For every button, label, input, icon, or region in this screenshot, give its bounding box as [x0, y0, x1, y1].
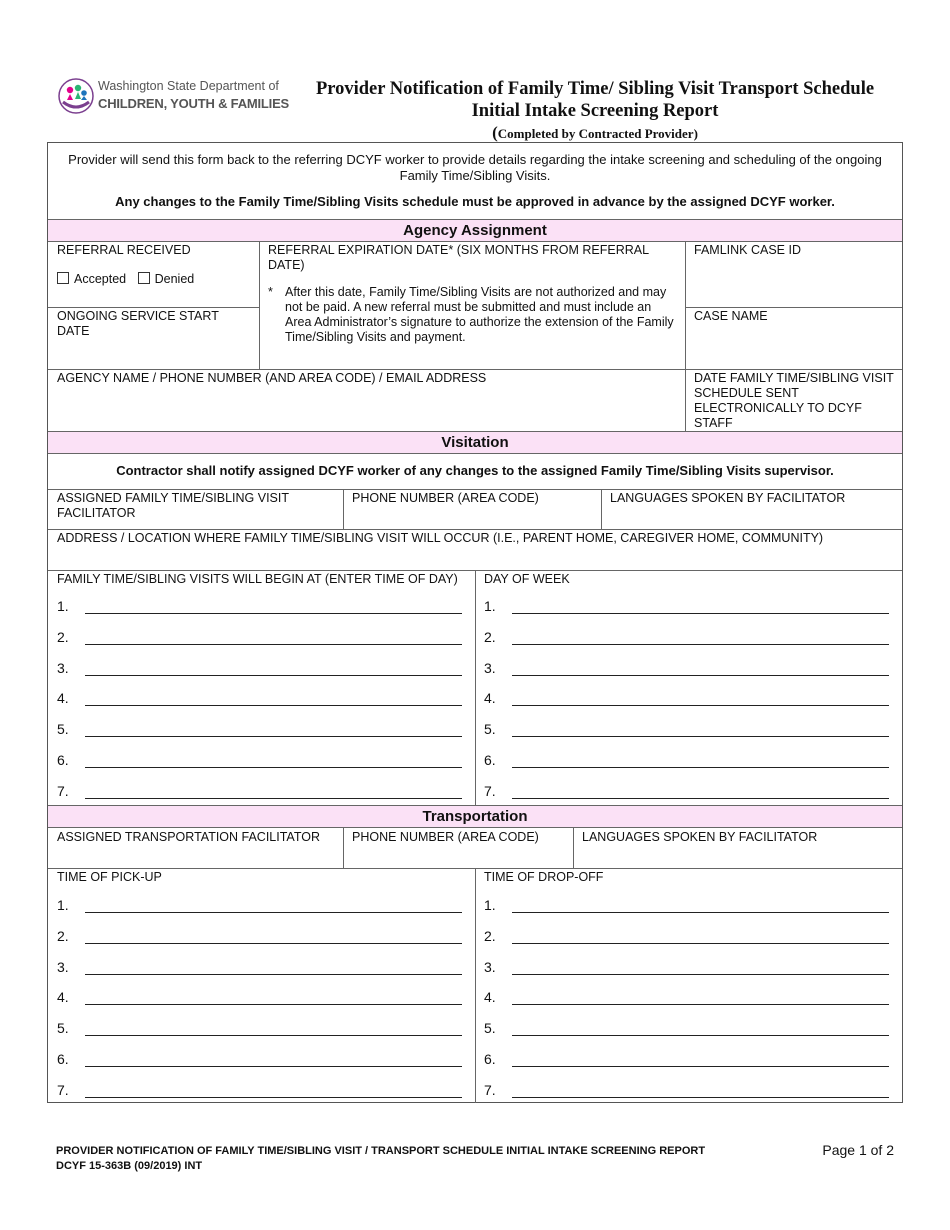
- note-star: *: [268, 285, 273, 299]
- visit-time-row-number: 7.: [57, 782, 69, 799]
- agency-heading: Agency Assignment: [48, 220, 902, 241]
- visit-day-row-number: 5.: [484, 721, 496, 738]
- transport-dropoff-row-number: 7.: [484, 1081, 496, 1098]
- transport-dropoff-row-number: 3.: [484, 958, 496, 975]
- visit-day-entry-line[interactable]: [512, 705, 889, 706]
- visit-time-entry-line[interactable]: [85, 767, 462, 768]
- visit-day-row-number: 6.: [484, 752, 496, 768]
- transport-pickup-entry-line[interactable]: [85, 1004, 462, 1005]
- visitation-heading: Visitation: [48, 432, 902, 453]
- visit-time-entry-line[interactable]: [85, 736, 462, 737]
- title-line3-text: Completed by Contracted Provider): [497, 126, 698, 141]
- transport-dropoff-row-number: 4.: [484, 989, 496, 1006]
- transport-pickup-row-number: 3.: [57, 958, 69, 975]
- visit-day-entry-line[interactable]: [512, 767, 889, 768]
- title-line1: Provider Notification of Family Time/ Sibling Visit Transport Schedule: [315, 79, 875, 99]
- transport-pickup-entry-line[interactable]: [85, 912, 462, 913]
- visit-day-entry-line[interactable]: [512, 644, 889, 645]
- referral-status: [57, 272, 194, 287]
- referral-received-label: REFERRAL RECEIVED: [57, 243, 191, 257]
- expiration-label: REFERRAL EXPIRATION DATE* (SIX MONTHS FROM REFERRAL DATE): [268, 243, 649, 272]
- transport-dropoff-entry-line[interactable]: [512, 1035, 889, 1036]
- transport-facilitator-label: ASSIGNED TRANSPORTATION FACILITATOR: [57, 830, 321, 844]
- title-line3: [290, 123, 900, 144]
- transport-pickup-row-number: 6.: [57, 1051, 69, 1067]
- intro-bold: Any changes to the Family Time/Sibling Visits schedule must be approved in advance by the assigned DCYF worker.: [115, 194, 835, 209]
- logo-line1: Washington State Department of: [98, 79, 279, 93]
- visit-languages-label: LANGUAGES SPOKEN BY FACILITATOR: [610, 491, 846, 505]
- date-sent-label: DATE FAMILY TIME/SIBLING VISIT SCHEDULE SENT ELECTRONICALLY TO DCYF STAFF: [694, 371, 894, 430]
- visit-time-row-number: 4.: [57, 690, 69, 707]
- visit-time-entry-line[interactable]: [85, 613, 462, 614]
- visit-time-entry-line[interactable]: [85, 644, 462, 645]
- transport-languages-label: LANGUAGES SPOKEN BY FACILITATOR: [582, 830, 818, 844]
- transportation-heading: Transportation: [48, 806, 902, 827]
- visit-time-row-number: 3.: [57, 659, 69, 676]
- title-line2: Initial Intake Screening Report: [471, 101, 719, 121]
- visit-time-entry-line[interactable]: [85, 798, 462, 799]
- visitation-notice: Contractor shall notify assigned DCYF worker of any changes to the assigned Family Time/Sibling Visits supervisor.: [116, 463, 834, 478]
- visit-time-row-number: 6.: [57, 752, 69, 768]
- visit-facilitator-label: ASSIGNED FAMILY TIME/SIBLING VISIT FACILITATOR: [57, 491, 289, 520]
- transport-pickup-row-number: 1.: [57, 897, 69, 913]
- transport-pickup-entry-line[interactable]: [85, 1066, 462, 1067]
- transport-dropoff-entry-line[interactable]: [512, 912, 889, 913]
- transport-pickup-entry-line[interactable]: [85, 1097, 462, 1098]
- visit-day-entry-line[interactable]: [512, 613, 889, 614]
- form-table: [47, 142, 903, 1103]
- transport-dropoff-row-number: 1.: [484, 897, 496, 913]
- logo-line2: CHILDREN, YOUTH & FAMILIES: [98, 96, 290, 111]
- agency-name-label: AGENCY NAME / PHONE NUMBER (AND AREA CODE) / EMAIL ADDRESS: [57, 371, 487, 385]
- visit-address-label: ADDRESS / LOCATION WHERE FAMILY TIME/SIBLING VISIT WILL OCCUR (I.E., PARENT HOME, CAREGIVER HOME, COMMUNITY): [57, 531, 824, 545]
- transport-pickup-entry-line[interactable]: [85, 974, 462, 975]
- transport-dropoff-entry-line[interactable]: [512, 943, 889, 944]
- visit-day-entry-line[interactable]: [512, 798, 889, 799]
- denied-checkbox[interactable]: [138, 272, 150, 284]
- transport-pickup-row-number: 5.: [57, 1020, 69, 1037]
- visit-day-row-number: 4.: [484, 690, 496, 707]
- note-text: After this date, Family Time/Sibling Visits are not authorized and may not be paid. A new referral must be submitted and must include an Area Administrator’s signature to authorize the extension of the Family Time/Sibling Visits and payment.: [285, 285, 674, 344]
- case-name-label: CASE NAME: [694, 309, 768, 323]
- page-title: [290, 78, 900, 144]
- footer-title: PROVIDER NOTIFICATION OF FAMILY TIME/SIBLING VISIT / TRANSPORT SCHEDULE INITIAL INTAKE SCREENING REPORT: [56, 1145, 706, 1157]
- visit-day-entry-line[interactable]: [512, 675, 889, 676]
- visit-day-row-number: 7.: [484, 782, 496, 799]
- denied-label: Denied: [154, 272, 195, 286]
- agency-logo: [58, 76, 290, 118]
- ongoing-start-label: ONGOING SERVICE START DATE: [57, 309, 219, 338]
- visit-time-entry-line[interactable]: [85, 705, 462, 706]
- visit-time-row-number: 2.: [57, 628, 69, 645]
- accepted-label: Accepted: [74, 272, 127, 286]
- transport-dropoff-entry-line[interactable]: [512, 1097, 889, 1098]
- visit-day-row-number: 1.: [484, 598, 496, 614]
- transport-pickup-entry-line[interactable]: [85, 943, 462, 944]
- transport-dropoff-entry-line[interactable]: [512, 974, 889, 975]
- accepted-checkbox[interactable]: [57, 272, 69, 284]
- transport-dropoff-entry-line[interactable]: [512, 1004, 889, 1005]
- transport-dropoff-row-number: 5.: [484, 1020, 496, 1037]
- transport-dropoff-entry-line[interactable]: [512, 1066, 889, 1067]
- dropoff-label: TIME OF DROP-OFF: [484, 870, 604, 884]
- transport-pickup-row-number: 4.: [57, 989, 69, 1006]
- expiration-note: [268, 285, 680, 345]
- footer-code: DCYF 15-363B (09/2019) INT: [56, 1160, 203, 1172]
- transport-pickup-row-number: 7.: [57, 1081, 69, 1098]
- visit-day-row-number: 3.: [484, 659, 496, 676]
- visit-time-entry-line[interactable]: [85, 675, 462, 676]
- day-of-week-label: DAY OF WEEK: [484, 572, 570, 586]
- visit-day-row-number: 2.: [484, 628, 496, 645]
- visit-day-entry-line[interactable]: [512, 736, 889, 737]
- pickup-label: TIME OF PICK-UP: [57, 870, 162, 884]
- transport-dropoff-row-number: 2.: [484, 927, 496, 944]
- visit-time-row-number: 1.: [57, 598, 69, 614]
- transport-pickup-row-number: 2.: [57, 927, 69, 944]
- page-number: Page 1 of 2: [822, 1142, 894, 1158]
- begin-time-label: FAMILY TIME/SIBLING VISITS WILL BEGIN AT (ENTER TIME OF DAY): [57, 572, 458, 586]
- transport-pickup-entry-line[interactable]: [85, 1035, 462, 1036]
- title-open-paren: (: [492, 123, 498, 142]
- transport-dropoff-row-number: 6.: [484, 1051, 496, 1067]
- dcyf-logo-icon: [58, 78, 94, 114]
- famlink-label: FAMLINK CASE ID: [694, 243, 801, 257]
- visit-time-row-number: 5.: [57, 721, 69, 738]
- intro-text: Provider will send this form back to the referring DCYF worker to provide details regarding the intake screening and scheduling of the ongoing Family Time/Sibling Visits.: [68, 152, 882, 183]
- visit-phone-label: PHONE NUMBER (AREA CODE): [352, 491, 539, 505]
- transport-phone-label: PHONE NUMBER (AREA CODE): [352, 830, 539, 844]
